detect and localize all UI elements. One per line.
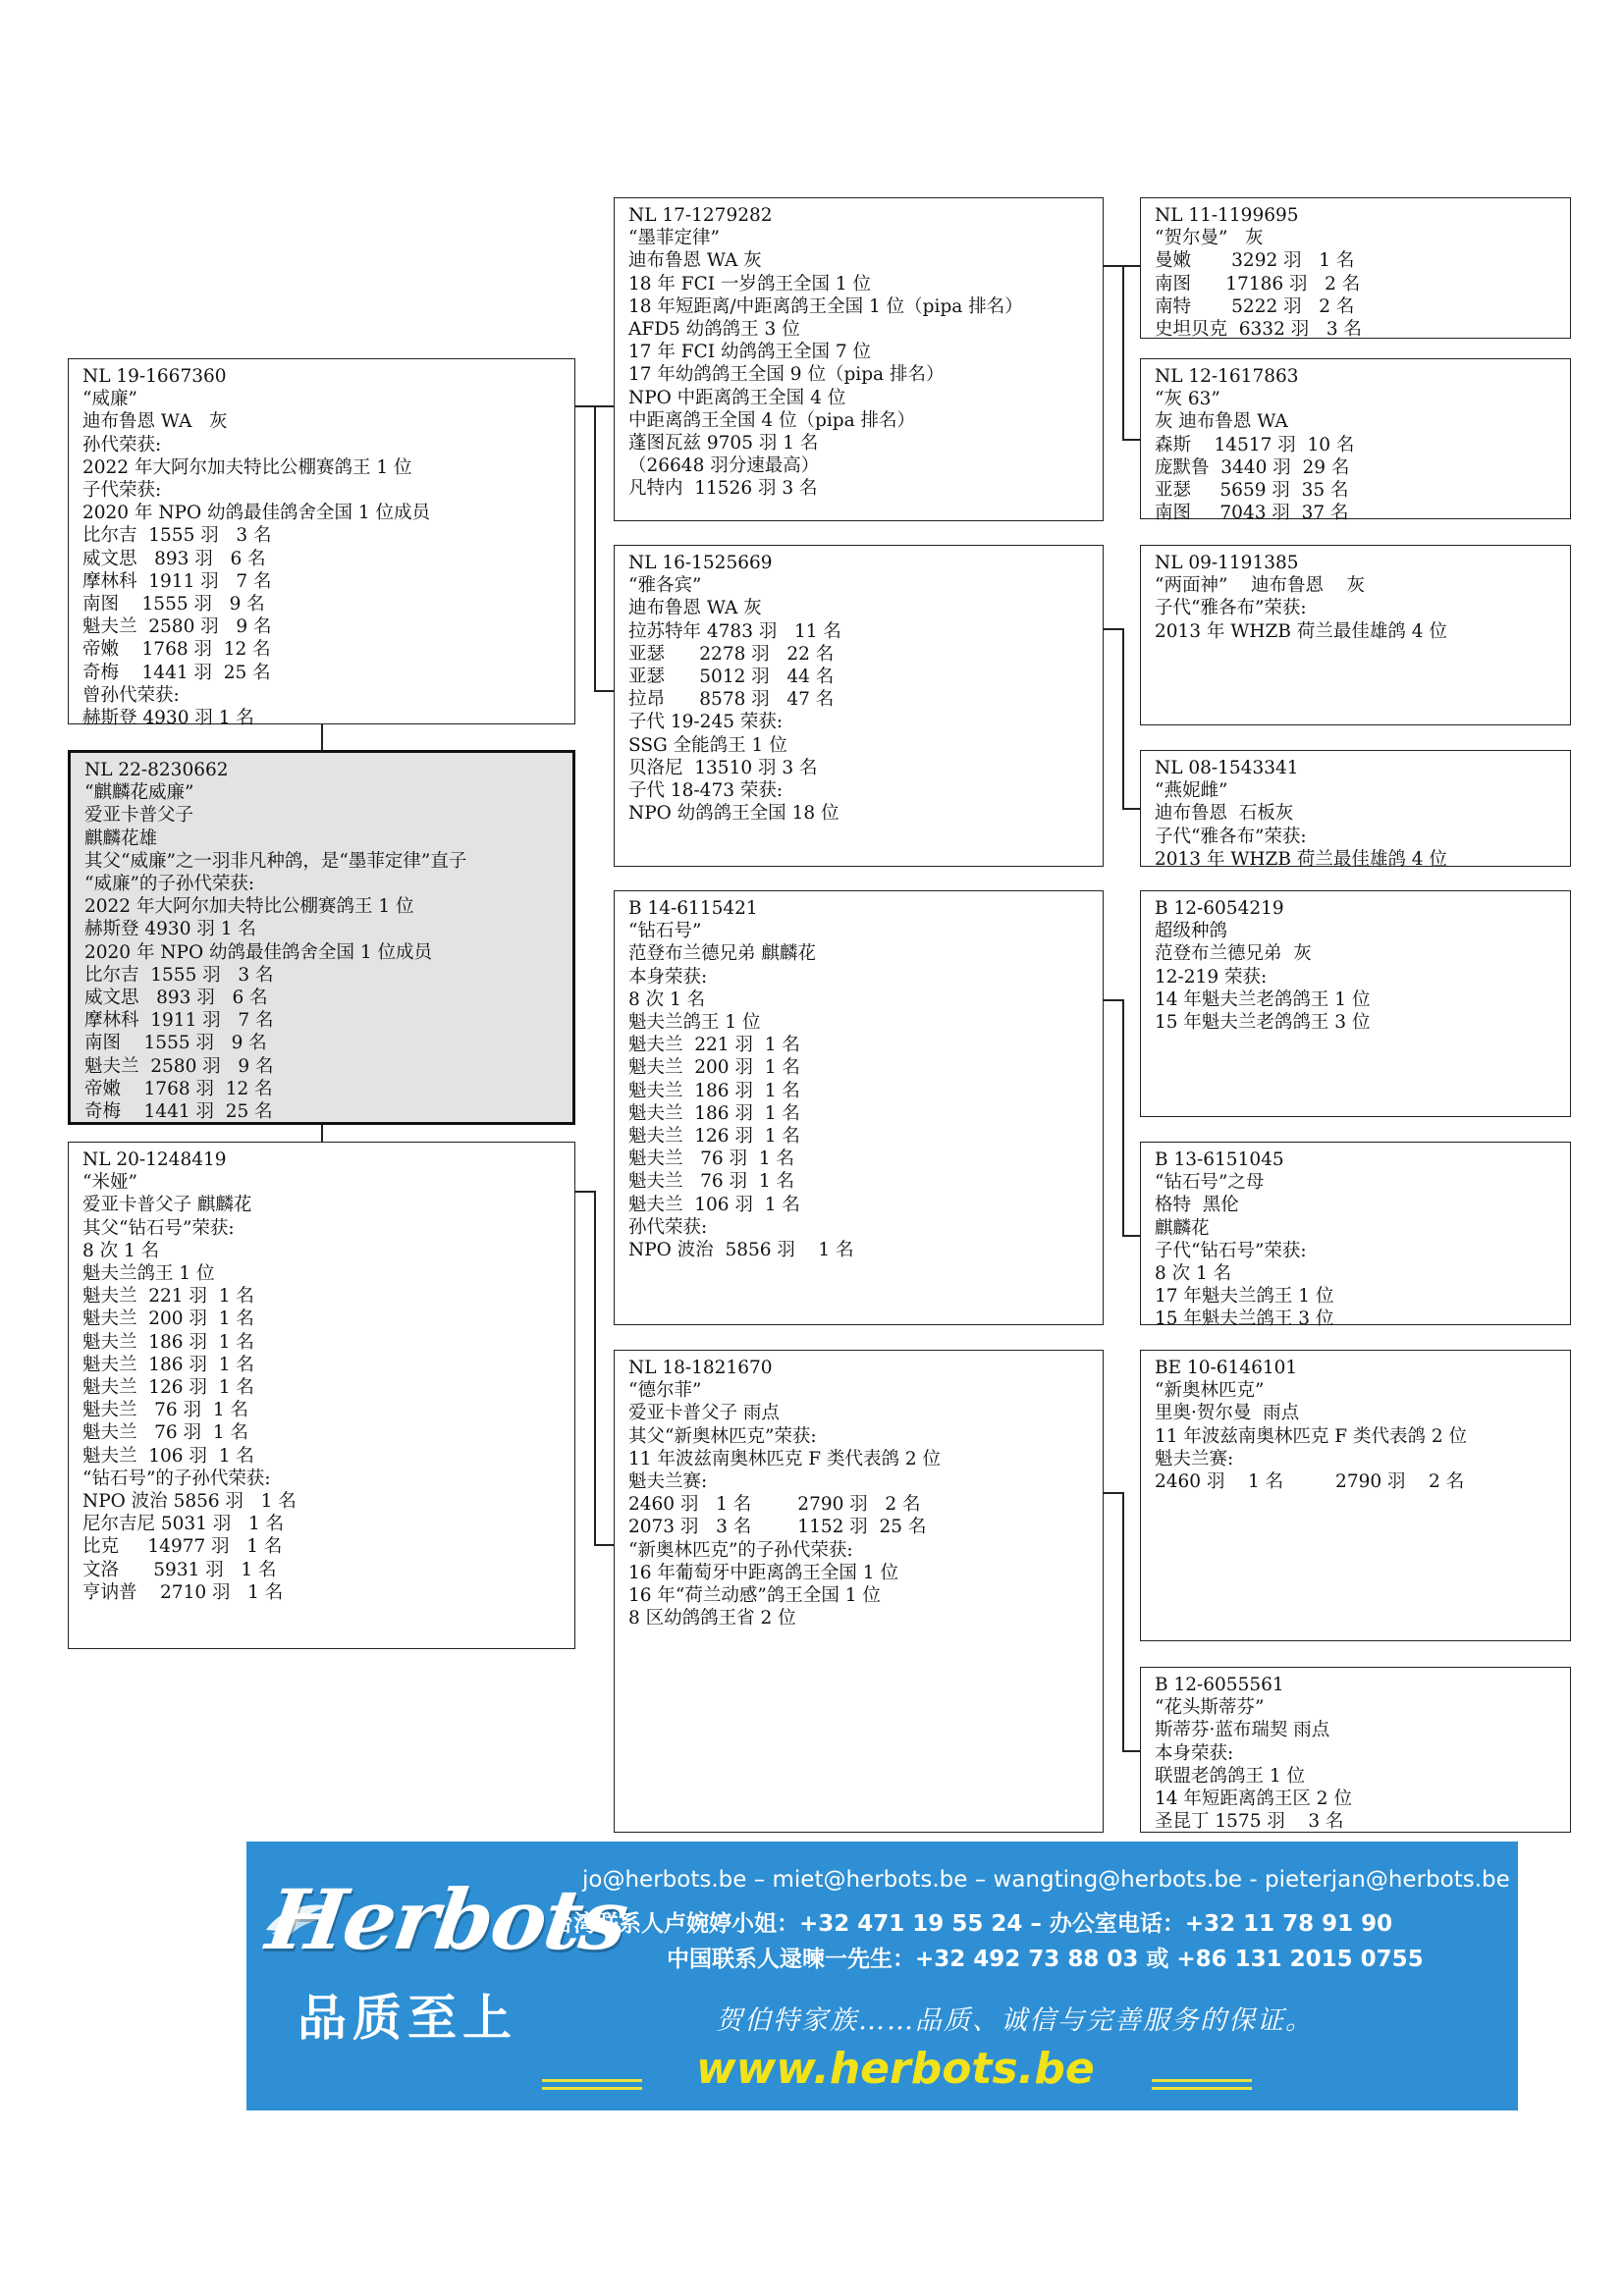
pedigree-line: “威廉” xyxy=(82,389,137,410)
slogan: 品质至上 xyxy=(298,1990,517,2047)
pedigree-line: 魁夫兰 2580 羽 9 名 xyxy=(84,1055,274,1077)
ring-number: B 13-6151045 xyxy=(1155,1149,1284,1170)
pedigree-line: 威文思 893 羽 6 名 xyxy=(82,548,266,569)
pedigree-line: “雅各宾” xyxy=(628,575,702,597)
ring-number: NL 08-1543341 xyxy=(1155,758,1299,778)
ring-number: NL 12-1617863 xyxy=(1155,366,1299,387)
decor-bar-left xyxy=(542,2087,642,2090)
pedigree-line: 魁夫兰 106 羽 1 名 xyxy=(82,1445,254,1467)
website-link[interactable]: www.herbots.be xyxy=(696,2044,1095,2094)
sire-dam-card xyxy=(614,545,1104,867)
pedigree-line: 8 区幼鸽鸽王省 2 位 xyxy=(628,1608,796,1629)
dam-dam-card xyxy=(614,1350,1104,1833)
pedigree-line: “米娅” xyxy=(82,1172,137,1194)
pedigree-line: “钻石号”之母 xyxy=(1155,1172,1265,1194)
pedigree-line: 其父“钻石号”荣获: xyxy=(82,1217,235,1239)
pedigree-line: SSG 全能鸽王 1 位 xyxy=(628,734,787,756)
pedigree-line: “威廉”的子孙代荣获: xyxy=(84,874,255,895)
pedigree-line: “灰 63” xyxy=(1155,389,1220,410)
pedigree-line: 2013 年 WHZB 荷兰最佳雄鸽 4 位 xyxy=(1155,848,1447,870)
pedigree-line: 爱亚卡普父子 雨点 xyxy=(628,1403,780,1424)
pedigree-line: 魁夫兰 126 羽 1 名 xyxy=(628,1126,800,1148)
pedigree-line: 其父“新奥林匹克”荣获: xyxy=(628,1425,817,1447)
pedigree-line: 南图 1555 羽 9 名 xyxy=(82,594,265,615)
pedigree-line: 14 年短距离鸽王区 2 位 xyxy=(1155,1789,1352,1810)
pedigree-line: 比尔吉 1555 羽 3 名 xyxy=(82,525,272,547)
pedigree-line: 摩林科 1911 羽 7 名 xyxy=(82,570,272,592)
pedigree-line: 奇梅 1441 羽 25 名 xyxy=(84,1101,273,1123)
pedigree-line: “花头斯蒂芬” xyxy=(1155,1697,1265,1719)
pedigree-line: “钻石号”的子孙代荣获: xyxy=(82,1468,271,1489)
pedigree-line: “新奥林匹克” xyxy=(1155,1380,1265,1402)
ring-number: NL 16-1525669 xyxy=(628,553,773,573)
pedigree-line: 魁夫兰 2580 羽 9 名 xyxy=(82,616,272,638)
pedigree-line: 2022 年大阿尔加夫特比公棚赛鸽王 1 位 xyxy=(82,456,412,478)
pedigree-line: 11 年波兹南奥林匹克 F 类代表鸽 2 位 xyxy=(1155,1425,1468,1447)
pedigree-line: “新奥林匹克”的子孙代荣获: xyxy=(628,1539,853,1561)
connector xyxy=(321,724,323,750)
pedigree-line: 奇梅 1441 羽 25 名 xyxy=(82,662,271,683)
pedigree-line: 拉昂 8578 羽 47 名 xyxy=(628,689,835,711)
pedigree-line: 魁夫兰鸽王 1 位 xyxy=(628,1012,761,1034)
connector xyxy=(1104,1492,1123,1494)
dsd-card xyxy=(1140,1142,1571,1330)
pedigree-line: “两面神” 迪布鲁恩 灰 xyxy=(1155,575,1365,597)
decor-bar-right xyxy=(1152,2087,1252,2090)
pedigree-line: 11 年波兹南奥林匹克 F 类代表鸽 2 位 xyxy=(628,1448,942,1469)
pedigree-line: 2013 年 WHZB 荷兰最佳雄鸽 4 位 xyxy=(1155,620,1447,642)
pedigree-line: 森斯 14517 羽 10 名 xyxy=(1155,434,1355,455)
connector xyxy=(1104,628,1123,630)
pedigree-line: 庞默鲁 3440 羽 29 名 xyxy=(1155,456,1350,478)
sdd-card xyxy=(1140,750,1571,870)
pedigree-line: 16 年葡萄牙中距离鸽王全国 1 位 xyxy=(628,1562,898,1583)
pedigree-line: 16 年“荷兰动感”鸽王全国 1 位 xyxy=(628,1585,881,1607)
pedigree-line: 子代 19-245 荣获: xyxy=(628,712,784,733)
pedigree-line: 17 年魁夫兰鸽王 1 位 xyxy=(1155,1286,1334,1308)
tagline: 贺伯特家族……品质、诚信与完善服务的保证。 xyxy=(716,2005,1314,2036)
pedigree-line: 本身荣获: xyxy=(1155,1742,1234,1764)
pedigree-line: 迪布鲁恩 WA 灰 xyxy=(628,250,762,272)
pedigree-line: 子代“雅各布”荣获: xyxy=(1155,826,1307,847)
pedigree-line: 魁夫兰 106 羽 1 名 xyxy=(628,1194,800,1215)
china-contact: 中国联系人逯暕一先生：+32 492 73 88 03 或 +86 131 2015 0755 xyxy=(667,1947,1424,1972)
connector xyxy=(1122,1750,1140,1752)
pedigree-line: 14 年魁夫兰老鸽鸽王 1 位 xyxy=(1155,988,1371,1010)
pedigree-line: 比尔吉 1555 羽 3 名 xyxy=(84,964,274,986)
pedigree-line: 赫斯登 4930 羽 1 名 xyxy=(82,708,254,729)
decor-bar-left xyxy=(542,2079,642,2082)
pedigree-line: 中距离鸽王全国 4 位（pipa 排名） xyxy=(628,409,916,431)
dss-card xyxy=(1140,890,1571,1117)
pedigree-line: 文洛 5931 羽 1 名 xyxy=(82,1559,277,1580)
pedigree-line: 15 年魁夫兰鸽王 3 位 xyxy=(1155,1308,1334,1330)
ddd-card xyxy=(1140,1667,1571,1833)
pedigree-line: 贝洛尼 13510 羽 3 名 xyxy=(628,757,818,778)
pedigree-line: 亚瑟 5012 羽 44 名 xyxy=(628,667,835,688)
pedigree-line: 魁夫兰赛: xyxy=(628,1471,708,1493)
pedigree-line: NPO 波治 5856 羽 1 名 xyxy=(82,1491,297,1513)
pedigree-line: 魁夫兰 221 羽 1 名 xyxy=(628,1035,800,1056)
connector xyxy=(1122,265,1124,439)
pedigree-line: 南图 1555 羽 9 名 xyxy=(84,1033,267,1054)
taiwan-contact: 台湾联系人卢婉婷小姐：+32 471 19 55 24 – 办公室电话：+32 11 78 91 90 xyxy=(551,1911,1393,1937)
sds-card xyxy=(1140,545,1571,725)
pedigree-line: 孙代荣获: xyxy=(628,1216,708,1238)
pedigree-line: 爱亚卡普父子 xyxy=(84,805,194,827)
ring-number: NL 18-1821670 xyxy=(628,1358,773,1378)
email-line[interactable]: jo@herbots.be – miet@herbots.be – wangting@herbots.be - pieterjan@herbots.be xyxy=(582,1867,1510,1893)
pedigree-line: 尼尔吉尼 5031 羽 1 名 xyxy=(82,1514,285,1535)
pedigree-line: （26648 羽分速最高） xyxy=(628,455,820,477)
connector xyxy=(1122,1492,1124,1750)
pedigree-line: 2073 羽 3 名 1152 羽 25 名 xyxy=(628,1517,927,1538)
pedigree-line: 凡特内 11526 羽 3 名 xyxy=(628,478,818,500)
dds-card xyxy=(1140,1350,1571,1641)
connector xyxy=(1104,999,1123,1001)
pedigree-line: 2020 年 NPO 幼鸽最佳鸽舍全国 1 位成员 xyxy=(82,503,431,524)
ring-number: NL 20-1248419 xyxy=(82,1149,227,1170)
pedigree-line: “贺尔曼” 灰 xyxy=(1155,228,1264,249)
pedigree-line: 比克 14977 羽 1 名 xyxy=(82,1536,283,1558)
ring-number: NL 11-1199695 xyxy=(1155,205,1299,226)
pedigree-line: 超级种鸽 xyxy=(1155,921,1228,942)
connector xyxy=(594,405,614,407)
pedigree-line: 子代荣获: xyxy=(82,480,162,502)
pedigree-line: 魁夫兰 186 羽 1 名 xyxy=(628,1080,800,1101)
pedigree-line: 魁夫兰 200 羽 1 名 xyxy=(82,1308,254,1330)
pedigree-line: 里奥·贺尔曼 雨点 xyxy=(1155,1403,1300,1424)
connector xyxy=(1122,1235,1140,1237)
connector xyxy=(1122,999,1124,1235)
pedigree-line: 亚瑟 2278 羽 22 名 xyxy=(628,643,835,665)
pedigree-line: 迪布鲁恩 石板灰 xyxy=(1155,803,1294,825)
pedigree-line: 魁夫兰 76 羽 1 名 xyxy=(82,1422,248,1444)
pedigree-line: 魁夫兰鸽王 1 位 xyxy=(82,1263,215,1285)
pedigree-line: 南特 5222 羽 2 名 xyxy=(1155,295,1355,317)
pedigree-line: 拉苏特年 4783 羽 11 名 xyxy=(628,620,841,642)
pedigree-line: “墨菲定律” xyxy=(628,228,720,249)
connector xyxy=(594,405,596,690)
pedigree-line: 18 年短距离/中距离鸽王全国 1 位（pipa 排名） xyxy=(628,295,1023,317)
dam-sire-card xyxy=(614,890,1104,1325)
pedigree-line: 亚瑟 5659 羽 35 名 xyxy=(1155,480,1349,502)
connector xyxy=(594,1191,596,1544)
pedigree-line: 魁夫兰 76 羽 1 名 xyxy=(82,1400,248,1421)
ring-number: B 14-6115421 xyxy=(628,898,758,919)
pedigree-line: “德尔菲” xyxy=(628,1380,702,1402)
herbots-banner xyxy=(246,1842,1518,2110)
pedigree-line: 帝嫩 1768 羽 12 名 xyxy=(82,639,271,661)
ring-number: B 12-6055561 xyxy=(1155,1675,1284,1695)
connector xyxy=(575,1191,595,1193)
pedigree-line: 17 年幼鸽鸽王全国 9 位（pipa 排名） xyxy=(628,364,945,386)
pedigree-line: 迪布鲁恩 WA 灰 xyxy=(82,411,228,433)
subject-card xyxy=(68,750,575,1125)
pedigree-line: 魁夫兰 76 羽 1 名 xyxy=(628,1148,794,1170)
pedigree-line: 魁夫兰赛: xyxy=(1155,1448,1234,1469)
ring-number: NL 19-1667360 xyxy=(82,366,227,387)
ring-number: B 12-6054219 xyxy=(1155,898,1284,919)
pedigree-line: 18 年 FCI 一岁鸽王全国 1 位 xyxy=(628,273,872,294)
ssd-card xyxy=(1140,358,1571,524)
pedigree-line: 12-219 荣获: xyxy=(1155,966,1268,988)
pedigree-line: 8 次 1 名 xyxy=(628,988,706,1010)
pedigree-line: 格特 黑伦 xyxy=(1155,1195,1239,1216)
pedigree-line: 2022 年大阿尔加夫特比公棚赛鸽王 1 位 xyxy=(84,896,414,918)
pedigree-line: 魁夫兰 186 羽 1 名 xyxy=(628,1102,800,1124)
pedigree-line: 2460 羽 1 名 2790 羽 2 名 xyxy=(628,1494,921,1516)
pedigree-line: 范登布兰德兄弟 灰 xyxy=(1155,943,1312,965)
pedigree-line: AFD5 幼鸽鸽王 3 位 xyxy=(628,319,800,341)
pedigree-line: 魁夫兰 126 羽 1 名 xyxy=(82,1377,254,1399)
connector xyxy=(1122,439,1140,441)
pedigree-line: 摩林科 1911 羽 7 名 xyxy=(84,1010,274,1032)
pedigree-line: 本身荣获: xyxy=(628,966,708,988)
connector xyxy=(1104,265,1123,267)
pedigree-line: 斯蒂芬·蓝布瑞契 雨点 xyxy=(1155,1720,1330,1741)
pedigree-line: 帝嫩 1768 羽 12 名 xyxy=(84,1078,273,1099)
sire-card xyxy=(68,358,575,729)
connector xyxy=(1122,808,1140,810)
connector xyxy=(575,405,595,407)
pedigree-line: 2460 羽 1 名 2790 羽 2 名 xyxy=(1155,1471,1465,1493)
connector xyxy=(321,1125,323,1142)
pedigree-line: 圣昆丁 1575 羽 3 名 xyxy=(1155,1811,1344,1833)
pedigree-line: 灰 迪布鲁恩 WA xyxy=(1155,411,1288,433)
pedigree-line: 8 次 1 名 xyxy=(82,1240,160,1261)
pedigree-line: 曼嫩 3292 羽 1 名 xyxy=(1155,250,1355,272)
pedigree-line: 威文思 893 羽 6 名 xyxy=(84,988,268,1009)
pedigree-line: 曾孙代荣获: xyxy=(82,684,180,706)
pedigree-line: “钻石号” xyxy=(628,921,702,942)
pedigree-line: 联盟老鸽鸽王 1 位 xyxy=(1155,1765,1306,1787)
pedigree-line: 蓬图瓦兹 9705 羽 1 名 xyxy=(628,433,819,454)
connector xyxy=(1122,628,1124,808)
connector xyxy=(1122,265,1140,267)
pedigree-line: 南图 7043 羽 37 名 xyxy=(1155,503,1349,524)
pedigree-line: 亨讷普 2710 羽 1 名 xyxy=(82,1581,284,1603)
pedigree-line: “麒麟花威廉” xyxy=(84,782,194,804)
pedigree-line: NPO 幼鸽鸽王全国 18 位 xyxy=(628,803,839,825)
sss-card xyxy=(1140,197,1571,339)
sire-sire-card xyxy=(614,197,1104,521)
decor-bar-right xyxy=(1152,2079,1252,2082)
pedigree-line: 魁夫兰 221 羽 1 名 xyxy=(82,1286,254,1308)
ring-number: NL 17-1279282 xyxy=(628,205,773,226)
pedigree-line: 爱亚卡普父子 麒麟花 xyxy=(82,1195,252,1216)
pedigree-line: 15 年魁夫兰老鸽鸽王 3 位 xyxy=(1155,1012,1371,1034)
pedigree-line: 麒麟花雄 xyxy=(84,828,158,849)
ring-number: NL 09-1191385 xyxy=(1155,553,1299,573)
pedigree-line: NPO 波治 5856 羽 1 名 xyxy=(628,1240,854,1261)
pedigree-line: 子代“雅各布”荣获: xyxy=(1155,598,1307,619)
ring-number: NL 22-8230662 xyxy=(84,760,229,780)
ring-number: BE 10-6146101 xyxy=(1155,1358,1298,1378)
herbots-logo: Herbots xyxy=(261,1871,632,1968)
pedigree-line: 子代 18-473 荣获: xyxy=(628,780,784,802)
pedigree-line: 8 次 1 名 xyxy=(1155,1263,1232,1285)
pedigree-line: 南图 17186 羽 2 名 xyxy=(1155,273,1361,294)
pedigree-line: 魁夫兰 76 羽 1 名 xyxy=(628,1171,794,1193)
dam-card xyxy=(68,1142,575,1649)
pedigree-line: 子代“钻石号”荣获: xyxy=(1155,1240,1307,1261)
pedigree-line: “燕妮雌” xyxy=(1155,780,1228,802)
pedigree-line: NPO 中距离鸽王全国 4 位 xyxy=(628,387,846,408)
pedigree-line: 赫斯登 4930 羽 1 名 xyxy=(84,919,256,940)
pedigree-line: 2020 年 NPO 幼鸽最佳鸽舍全国 1 位成员 xyxy=(84,941,433,963)
connector xyxy=(594,690,614,692)
pedigree-line: 范登布兰德兄弟 麒麟花 xyxy=(628,943,816,965)
pedigree-line: 其父“威廉”之一羽非凡种鸽，是“墨菲定律”直子 xyxy=(84,850,467,872)
pedigree-line: 魁夫兰 200 羽 1 名 xyxy=(628,1057,800,1079)
pedigree-line: 麒麟花 xyxy=(1155,1217,1210,1239)
pedigree-line: 史坦贝克 6332 羽 3 名 xyxy=(1155,319,1363,341)
pedigree-line: 孙代荣获: xyxy=(82,434,162,455)
pedigree-line: 魁夫兰 186 羽 1 名 xyxy=(82,1331,254,1353)
pedigree-line: 17 年 FCI 幼鸽鸽王全国 7 位 xyxy=(628,342,872,363)
connector xyxy=(594,1544,614,1546)
pedigree-line: 迪布鲁恩 WA 灰 xyxy=(628,598,762,619)
pedigree-line: 魁夫兰 186 羽 1 名 xyxy=(82,1354,254,1375)
